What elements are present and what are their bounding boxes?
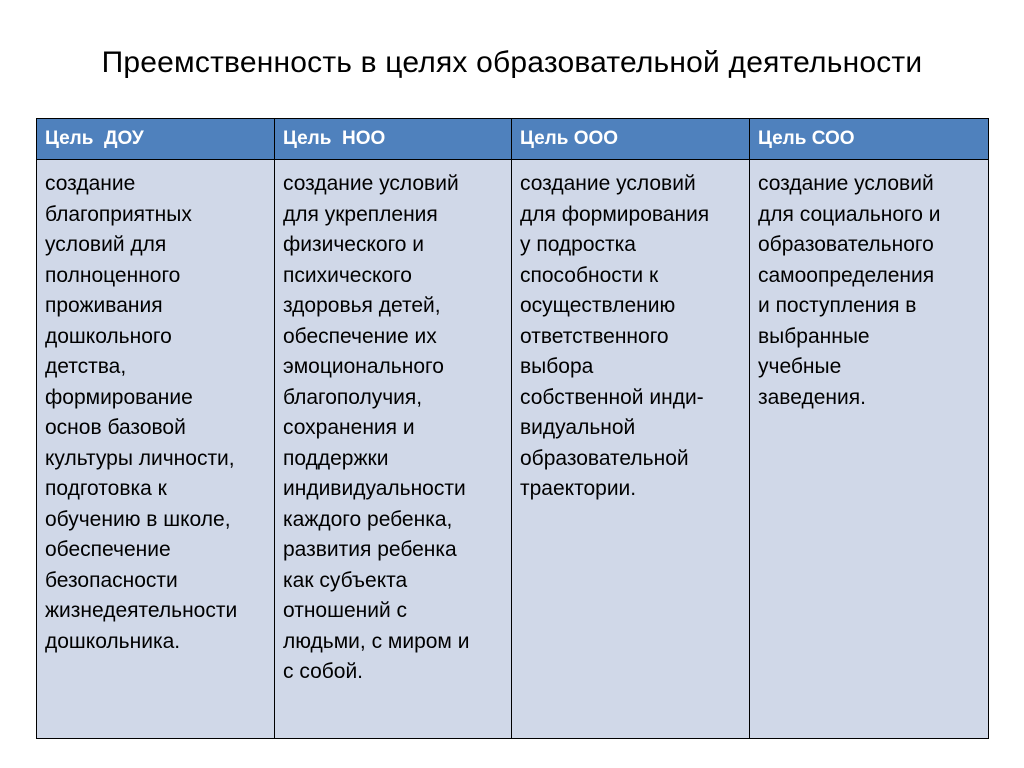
cell-ooo-goal: создание условий для формирования у подростка способности к осуществлению ответственного выбора собственной инди- видуальной образовательной траектории. bbox=[512, 160, 750, 739]
table-header-row bbox=[37, 119, 989, 160]
goals-table bbox=[36, 118, 989, 739]
header-ooo: Цель ООО bbox=[512, 119, 750, 160]
cell-dou-goal: создание благоприятных условий для полноценного проживания дошкольного детства, формирование основ базовой культуры личности, подготовка к обучению в школе, обеспечение безопасности жизнедеятельности дошкольника. bbox=[37, 160, 275, 739]
header-dou: Цель ДОУ bbox=[37, 119, 275, 160]
cell-soo-goal: создание условий для социального и образовательного самоопределения и поступления в выбранные учебные заведения. bbox=[750, 160, 989, 739]
cell-noo-goal: создание условий для укрепления физического и психического здоровья детей, обеспечение их эмоционального благополучия, сохранения и поддержки индивидуальности каждого ребенка, развития ребенка как субъекта отношений с людьми, с миром и с собой. bbox=[275, 160, 512, 739]
header-noo: Цель НОО bbox=[275, 119, 512, 160]
table-row bbox=[37, 160, 989, 739]
header-soo: Цель СОО bbox=[750, 119, 989, 160]
slide-title: Преемственность в целях образовательной деятельности bbox=[101, 46, 923, 79]
